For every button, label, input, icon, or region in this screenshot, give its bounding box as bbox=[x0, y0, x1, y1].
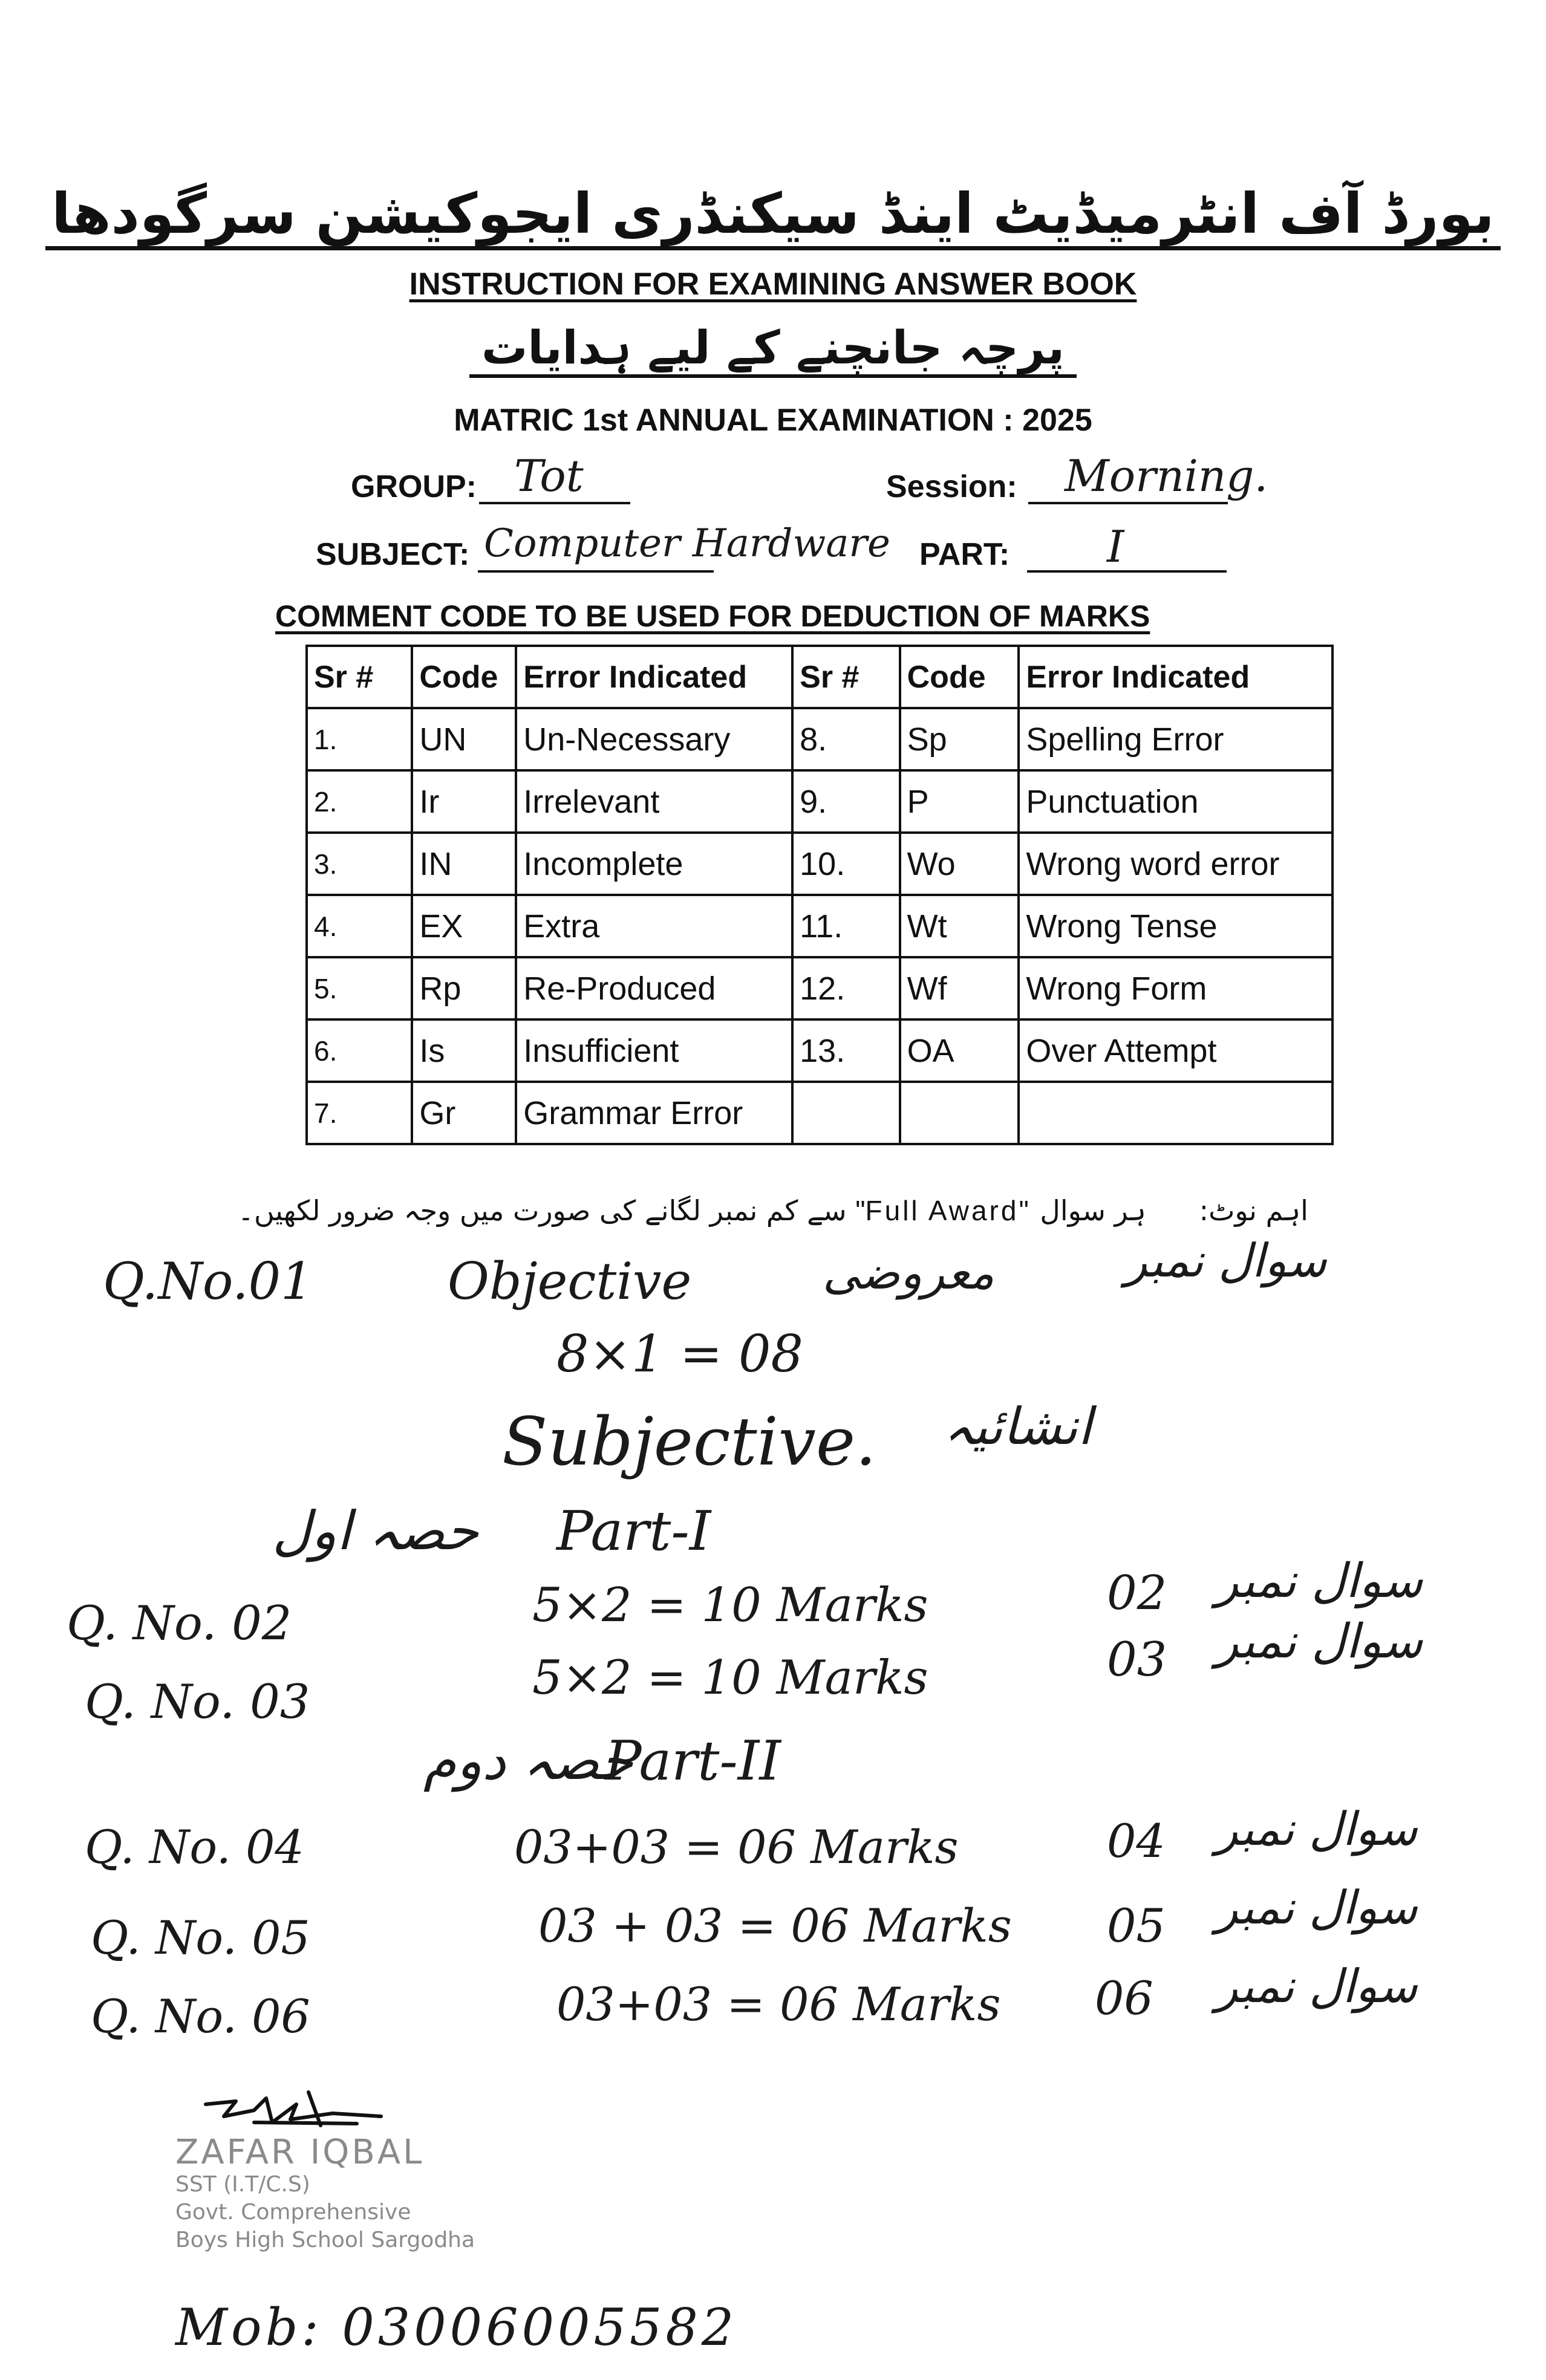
cell: OA bbox=[900, 1019, 1019, 1082]
subjective-urdu: انشائیہ bbox=[944, 1397, 1092, 1456]
cell: 12. bbox=[792, 957, 899, 1019]
cell bbox=[900, 1082, 1019, 1144]
cell: Wt bbox=[900, 895, 1019, 957]
q6-urdu: سوال نمبر bbox=[1216, 1959, 1418, 2013]
cell: Over Attempt bbox=[1019, 1019, 1332, 1082]
cell: Is bbox=[412, 1019, 516, 1082]
header-error: Error Indicated bbox=[1019, 646, 1332, 708]
group-underline bbox=[479, 502, 630, 504]
header-code: Code bbox=[412, 646, 516, 708]
signature bbox=[200, 2080, 405, 2135]
cell: 3. bbox=[307, 833, 412, 895]
cell: 13. bbox=[792, 1019, 899, 1082]
table-header-row bbox=[307, 646, 1332, 708]
table-row bbox=[307, 895, 1332, 957]
cell: IN bbox=[412, 833, 516, 895]
cell: Sp bbox=[900, 708, 1019, 770]
q3-urdu: سوال نمبر bbox=[1216, 1614, 1423, 1669]
cell: 10. bbox=[792, 833, 899, 895]
cell: P bbox=[900, 770, 1019, 833]
cell: Rp bbox=[412, 957, 516, 1019]
cell: Re-Produced bbox=[516, 957, 792, 1019]
part1-urdu: حصہ اول bbox=[272, 1500, 479, 1562]
q1-marks: 8×1 = 08 bbox=[556, 1324, 803, 1383]
stamp-line3: Boys High School Sargodha bbox=[175, 2228, 475, 2252]
note-label: اہم نوٹ: bbox=[1199, 1194, 1308, 1227]
comment-code-table bbox=[305, 645, 1334, 1145]
q1-urdu-type: معروضی bbox=[823, 1246, 994, 1299]
part-value: I bbox=[1107, 521, 1124, 572]
board-title-urdu: بورڈ آف انٹرمیڈیٹ اینڈ سیکنڈری ایجوکیشن سرگودھا bbox=[0, 181, 1546, 246]
cell: UN bbox=[412, 708, 516, 770]
comment-code-title: COMMENT CODE TO BE USED FOR DEDUCTION OF MARKS bbox=[275, 599, 1150, 633]
part-underline bbox=[1027, 570, 1227, 573]
stamp-line2: Govt. Comprehensive bbox=[175, 2200, 411, 2225]
cell: Wo bbox=[900, 833, 1019, 895]
instruction-title-urdu: پرچہ جانچنے کے لیے ہدایات bbox=[0, 320, 1546, 374]
q5-marks: 03 + 03 = 06 Marks bbox=[538, 1899, 1012, 1952]
part1-label: Part-I bbox=[556, 1500, 711, 1563]
cell: Wf bbox=[900, 957, 1019, 1019]
q2-number: 02 bbox=[1107, 1566, 1167, 1621]
mobile-number: Mob: 03006005582 bbox=[175, 2298, 738, 2357]
q4-number: 04 bbox=[1107, 1814, 1166, 1868]
cell: Irrelevant bbox=[516, 770, 792, 833]
subjective-label: Subjective. bbox=[502, 1403, 877, 1480]
cell: 4. bbox=[307, 895, 412, 957]
q6-label: Q. No. 06 bbox=[91, 1989, 310, 2043]
q6-marks: 03+03 = 06 Marks bbox=[556, 1977, 1001, 2031]
group-value: Tot bbox=[514, 450, 584, 501]
cell: Grammar Error bbox=[516, 1082, 792, 1144]
q2-marks: 5×2 = 10 Marks bbox=[532, 1578, 928, 1633]
table-row bbox=[307, 1019, 1332, 1082]
table-row bbox=[307, 1082, 1332, 1144]
header-sr: Sr # bbox=[792, 646, 899, 708]
cell: Ir bbox=[412, 770, 516, 833]
cell: 11. bbox=[792, 895, 899, 957]
part2-urdu: حصہ دوم bbox=[423, 1729, 633, 1792]
q4-marks: 03+03 = 06 Marks bbox=[514, 1820, 959, 1874]
cell: 7. bbox=[307, 1082, 412, 1144]
cell: Punctuation bbox=[1019, 770, 1332, 833]
q4-urdu: سوال نمبر bbox=[1216, 1802, 1418, 1856]
examiner-stamp bbox=[175, 2135, 475, 2254]
cell: Spelling Error bbox=[1019, 708, 1332, 770]
header-code: Code bbox=[900, 646, 1019, 708]
q1-type: Objective bbox=[448, 1252, 692, 1311]
group-label: GROUP: bbox=[351, 469, 477, 504]
q5-label: Q. No. 05 bbox=[91, 1911, 310, 1965]
q2-urdu: سوال نمبر bbox=[1216, 1554, 1423, 1608]
session-label: Session: bbox=[886, 469, 1017, 504]
q3-marks: 5×2 = 10 Marks bbox=[532, 1651, 928, 1705]
instruction-title: INSTRUCTION FOR EXAMINING ANSWER BOOK bbox=[409, 267, 1137, 302]
part2-label: Part-II bbox=[605, 1729, 781, 1793]
cell bbox=[1019, 1082, 1332, 1144]
cell: Insufficient bbox=[516, 1019, 792, 1082]
cell: 9. bbox=[792, 770, 899, 833]
stamp-line1: SST (I.T/C.S) bbox=[175, 2172, 310, 2197]
cell: Gr bbox=[412, 1082, 516, 1144]
q4-label: Q. No. 04 bbox=[85, 1820, 304, 1874]
cell: 1. bbox=[307, 708, 412, 770]
cell: Un-Necessary bbox=[516, 708, 792, 770]
note-text-before: ہر سوال bbox=[1040, 1194, 1146, 1227]
subject-value: Computer Hardware bbox=[484, 521, 890, 566]
q3-number: 03 bbox=[1107, 1633, 1167, 1687]
table-row bbox=[307, 770, 1332, 833]
q5-number: 05 bbox=[1107, 1899, 1166, 1952]
table-row bbox=[307, 833, 1332, 895]
cell: 8. bbox=[792, 708, 899, 770]
subject-label: SUBJECT: bbox=[316, 537, 470, 572]
cell: Wrong word error bbox=[1019, 833, 1332, 895]
cell: Incomplete bbox=[516, 833, 792, 895]
part-label: PART: bbox=[919, 537, 1010, 572]
note-full-award: "Full Award" bbox=[855, 1195, 1031, 1226]
exam-title: MATRIC 1st ANNUAL EXAMINATION : 2025 bbox=[454, 403, 1092, 438]
q6-number: 06 bbox=[1095, 1971, 1153, 2025]
q3-label: Q. No. 03 bbox=[85, 1675, 310, 1729]
q1-label: Q.No.01 bbox=[103, 1252, 313, 1311]
subject-underline bbox=[478, 570, 714, 573]
session-underline bbox=[1028, 502, 1228, 504]
cell: Extra bbox=[516, 895, 792, 957]
q5-urdu: سوال نمبر bbox=[1216, 1881, 1418, 1934]
q2-label: Q. No. 02 bbox=[67, 1596, 292, 1651]
header-error: Error Indicated bbox=[516, 646, 792, 708]
cell: 6. bbox=[307, 1019, 412, 1082]
cell: EX bbox=[412, 895, 516, 957]
cell: Wrong Tense bbox=[1019, 895, 1332, 957]
cell: Wrong Form bbox=[1019, 957, 1332, 1019]
note-text-after: سے کم نمبر لگانے کی صورت میں وجہ ضرور لکھیں۔ bbox=[238, 1194, 847, 1227]
table-row bbox=[307, 708, 1332, 770]
header-sr: Sr # bbox=[307, 646, 412, 708]
cell bbox=[792, 1082, 899, 1144]
cell: 2. bbox=[307, 770, 412, 833]
stamp-name: ZAFAR IQBAL bbox=[175, 2133, 425, 2172]
cell: 5. bbox=[307, 957, 412, 1019]
session-value: Morning. bbox=[1065, 450, 1268, 501]
q1-urdu-question: سوال نمبر bbox=[1125, 1234, 1327, 1287]
table-row bbox=[307, 957, 1332, 1019]
urdu-note bbox=[0, 1194, 1546, 1227]
